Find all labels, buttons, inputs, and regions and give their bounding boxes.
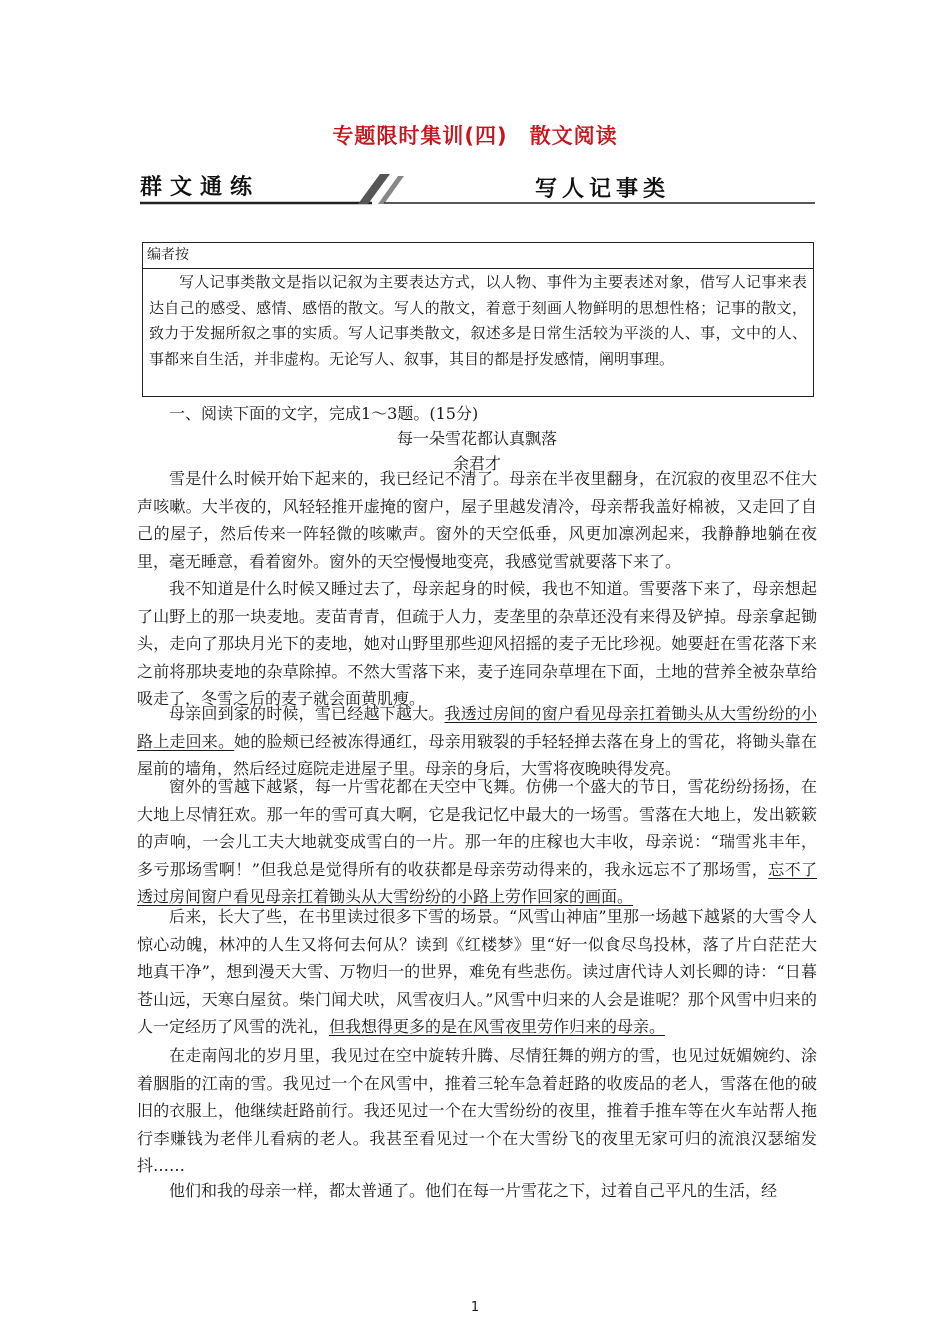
essay-paragraph: 雪是什么时候开始下起来的，我已经记不清了。母亲在半夜里翻身，在沉寂的夜里忍不住大声咳嗽。大半夜的，风轻轻推开虚掩的窗户，屋子里越发清冷，母亲帮我盖好棉被，又走回了自己的屋子，然后传来一阵轻微的咳嗽声。窗外的天空低垂，风更加凛冽起来，我静静地躺在夜里，毫无睡意，看着窗外。窗外的天空慢慢地变亮，我感觉雪就要落下来了。 — [137, 469, 817, 571]
underlined-sentence: 但我想得更多的是在风雪夜里劳作归来的母亲。 — [329, 1017, 666, 1036]
editor-note-box — [142, 242, 814, 397]
page-title: 专题限时集训(四) 散文阅读 — [332, 124, 618, 148]
banner-left-label: 群文通练 — [140, 175, 261, 200]
page-number: 1 — [470, 1300, 480, 1315]
underlined-sentence: 我透过房间的窗户看见母亲扛着锄头从大雪纷纷的小路上走回来。 — [137, 704, 817, 751]
essay-paragraph: 在走南闯北的岁月里，我见过在空中旋转升腾、尽情狂舞的朔方的雪，也见过妩媚婉约、涂着胭脂的江南的雪。我见过一个在风雪中，推着三轮车急着赶路的收废品的老人，雪落在他的破旧的衣服上，他继续赶路前行。我还见过一个在大雪纷纷的夜里，推着手推车等在火车站帮人拖行李赚钱为老伴儿看病的老人。我甚至看见过一个在大雪纷飞的夜里无家可归的流浪汉瑟缩发抖…… — [137, 1046, 817, 1175]
essay-paragraph — [137, 700, 817, 783]
essay-title: 每一朵雪花都认真飘落 — [396, 429, 557, 448]
text-run: 她的脸颊已经被冻得通红，母亲用皲裂的手轻轻掸去落在身上的雪花，将锄头靠在屋前的墙角，然后经过庭院走进屋子里。母亲的身后，大雪将夜晚映得发亮。 — [137, 731, 817, 778]
editor-note-body: 写人记事类散文是指以记叙为主要表达方式，以人物、事件为主要表述对象，借写人记事来表达自己的感受、感情、感悟的散文。写人的散文，着意于刻画人物鲜明的思想性格；记事的散文，致力于发掘所叙之事的实质。写人记事类散文，叙述多是日常生活较为平淡的人、事，文中的人、事都来自生活，并非虚构。无论写人、叙事，其目的都是抒发感情，阐明事理。 — [149, 273, 807, 368]
text-run: 后来，长大了些，在书里读过很多下雪的场景。“风雪山神庙”里那一场越下越紧的大雪令人惊心动魄，林冲的人生又将何去何从？读到《红楼梦》里“好一似食尽鸟投林，落了片白茫茫大地真干净”，想到漫天大雪、万物归一的世界，难免有些悲伤。读过唐代诗人刘长卿的诗：“日暮苍山远，天寒白屋贫。柴门闻犬吠，风雪夜归人。”风雪中归来的人会是谁呢？那个风雪中归来的人一定经历了风雪的洗礼， — [137, 907, 817, 1036]
underlined-sentence: 忘不了透过房间窗户看见母亲扛着锄头从大雪纷纷的小路上劳作回家的画面。 — [137, 859, 817, 906]
banner-right-label: 写人记事类 — [535, 177, 671, 202]
essay-paragraph: 我不知道是什么时候又睡过去了，母亲起身的时候，我也不知道。雪要落下来了，母亲想起了山野上的那一块麦地。麦苗青青，但疏于人力，麦垄里的杂草还没有来得及铲掉。母亲拿起锄头，走向了那块月光下的麦地，她对山野里那些迎风招摇的麦子无比珍视。她要赶在雪花落下来之前将那块麦地的杂草除掉。不然大雪落下来，麦子连同杂草埋在下面，土地的营养全被杂草给吸走了，冬雪之后的麦子就会面黄肌瘦。 — [137, 579, 817, 708]
essay-paragraph: 他们和我的母亲一样，都太普通了。他们在每一片雪花之下，过着自己平凡的生活，经 — [169, 1181, 778, 1200]
section-banner — [140, 170, 815, 206]
editor-note-header: 编者按 — [143, 243, 813, 269]
text-run: 窗外的雪越下越紧，每一片雪花都在天空中飞舞。仿佛一个盛大的节日，雪花纷纷扬扬，在大地上尽情狂欢。那一年的雪可真大啊，它是我记忆中最大的一场雪。雪落在大地上，发出簌簌的声响，一会儿工夫大地就变成雪白的一片。那一年的庄稼也大丰收，母亲说：“瑞雪兆丰年，多亏那场雪啊！”但我总是觉得所有的收获都是母亲劳动得来的，我永远忘不了那场雪， — [137, 777, 817, 879]
text-run: 母亲回到家的时候，雪已经越下越大。 — [169, 704, 445, 723]
essay-paragraph — [137, 903, 817, 1041]
question-prompt: 一、阅读下面的文字，完成1～3题。(15分) — [169, 404, 479, 423]
essay-author: 余君才 — [452, 454, 501, 473]
essay-paragraph — [137, 773, 817, 911]
